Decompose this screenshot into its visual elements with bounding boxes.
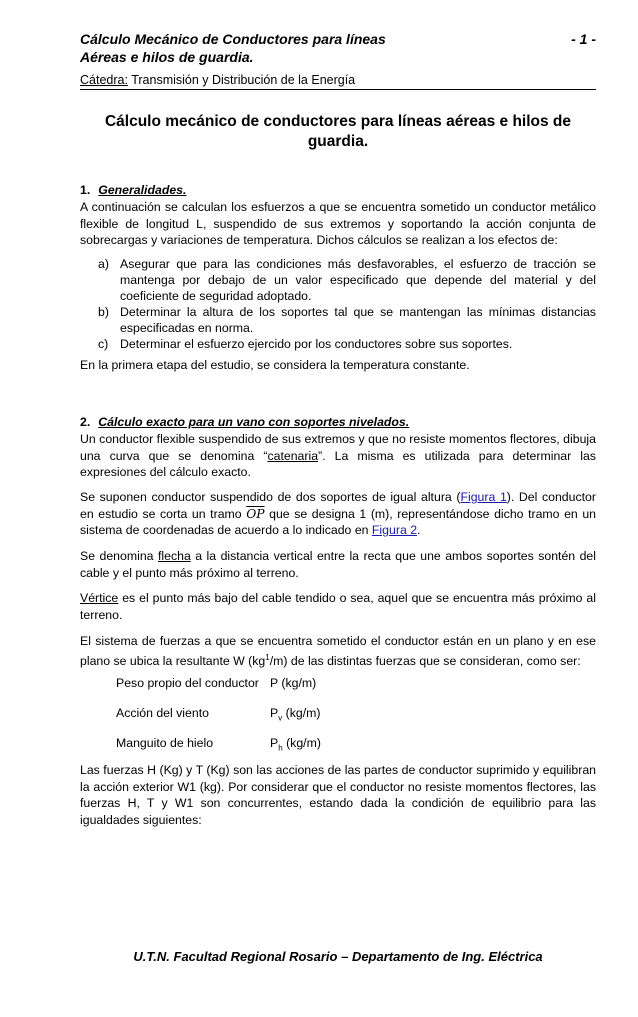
section1-list <box>98 256 596 352</box>
flecha-term: flecha <box>157 549 191 563</box>
text-run: es el punto más bajo del cable tendido o sea, aquel que se encuentra más próximo al terreno. <box>80 591 596 622</box>
vertice-term: Vértice <box>80 591 119 605</box>
force-subscript: h <box>278 743 283 753</box>
force-name: Manguito de hielo <box>116 736 214 750</box>
page-number: - 1 - <box>571 31 596 47</box>
section2-heading <box>80 414 596 431</box>
list-text: Determinar la altura de los soportes tal que se mantengan las mínimas distancias especificadas en norma. <box>120 305 596 335</box>
force-unit: (kg/m) <box>282 706 321 720</box>
list-marker: a) <box>98 257 109 271</box>
list-marker: b) <box>98 305 109 319</box>
section1-title: Generalidades. <box>98 183 187 197</box>
text-run: a la distancia vertical entre la recta que une ambos soportes sontén del cable y el punto más próximo al terreno. <box>80 549 596 580</box>
table-row <box>116 676 317 690</box>
figura-2-link[interactable]: Figura 2 <box>371 523 418 537</box>
catenaria-link[interactable]: catenaria <box>267 448 319 463</box>
section1-closing: En la primera etapa del estudio, se considera la temperatura constante. <box>80 358 470 372</box>
list-text: Determinar el esfuerzo ejercido por los conductores sobre sus soportes. <box>120 337 513 351</box>
catedra-label: Cátedra: <box>80 73 128 87</box>
section2-paragraph-5 <box>80 633 596 669</box>
header-catedra <box>80 73 596 87</box>
section2-paragraph-1 <box>80 431 596 481</box>
main-title: Cálculo mecánico de conductores para líneas aéreas e hilos de guardia. <box>104 113 572 150</box>
table-row <box>116 736 321 753</box>
op-segment: OP <box>246 506 265 521</box>
page-footer: U.T.N. Facultad Regional Rosario – Departamento de Ing. Eléctrica <box>133 949 543 964</box>
force-subscript: v <box>278 713 283 723</box>
force-name: Acción del viento <box>116 706 209 720</box>
header-title-line1: Cálculo Mecánico de Conductores para líneas <box>80 31 386 47</box>
text-run: El sistema de fuerzas a que se encuentra sometido el conductor están en un plano y en ese plano se ubica la resultante W (kg <box>80 634 596 668</box>
section2-paragraph-4 <box>80 590 596 623</box>
section2-paragraph-3 <box>80 548 596 581</box>
superscript: 1 <box>265 652 270 662</box>
list-item <box>98 256 596 304</box>
text-run: Se suponen conductor suspendido de dos soportes de igual altura ( <box>80 490 461 504</box>
header-title-line2: Aéreas e hilos de guardia. <box>80 49 254 65</box>
figura-1-link[interactable]: Figura 1 <box>460 490 507 504</box>
force-name: Peso propio del conductor <box>116 676 259 690</box>
force-unit: (kg/m) <box>282 736 321 750</box>
text-run: Se denomina <box>80 549 158 563</box>
text-run: que se designa 1 (m), representándose dicho tramo en un sistema de coordenadas de acuerdo a lo indicado en <box>80 506 596 537</box>
section2-number: 2. <box>80 415 91 429</box>
text-run: . <box>417 523 421 537</box>
list-item <box>98 304 596 336</box>
force-value <box>270 676 316 690</box>
text-run: /m) de las distintas fuerzas que se consideran, como ser: <box>269 653 581 668</box>
catedra-value: Transmisión y Distribución de la Energía <box>127 73 356 87</box>
force-symbol: P <box>270 706 279 720</box>
force-symbol: P <box>270 676 278 690</box>
force-unit: (kg/m) <box>277 676 317 690</box>
section2-title: Cálculo exacto para un vano con soportes nivelados. <box>98 415 410 429</box>
text-run: ). Del conductor en estudio se corta un tramo <box>80 490 596 521</box>
section1-number: 1. <box>80 183 91 197</box>
force-value <box>270 736 321 752</box>
section2-paragraph-2 <box>80 489 596 539</box>
text-run: ”. La misma es utilizada para determinar las expresiones del cálculo exacto. <box>80 448 596 479</box>
list-marker: c) <box>98 337 109 351</box>
header-title <box>80 30 596 66</box>
force-value <box>270 706 320 722</box>
table-row <box>116 706 321 723</box>
list-text: Asegurar que para las condiciones más desfavorables, el esfuerzo de tracción se mantenga por debajo de un valor especificado que depende del material y del coeficiente de seguridad adoptado. <box>120 257 596 303</box>
section1-heading <box>80 182 596 199</box>
section2-paragraph-6: Las fuerzas H (Kg) y T (Kg) son las acciones de las partes de conductor suprimido y equilibran la acción exterior W1 (kg). Por considerar que el conductor no resiste momentos flectores, las fuerzas H, T y W1 son concurrentes, estando dada la condición de equilibrio para las igualdades siguientes: <box>80 763 596 827</box>
force-symbol: P <box>270 736 279 750</box>
list-item <box>98 336 596 352</box>
text-run: Un conductor flexible suspendido de sus extremos y que no resiste momentos flectores, dibuja una curva que se denomina “ <box>80 432 596 463</box>
section1-intro: A continuación se calculan los esfuerzos a que se encuentra sometido un conductor metálico flexible de longitud L, suspendido de sus extremos y soportando la acción conjunta de sobrecargas y variaciones de temperatura. Dichos cálculos se realizan a los efectos de: <box>80 200 596 247</box>
header-divider <box>80 89 596 90</box>
